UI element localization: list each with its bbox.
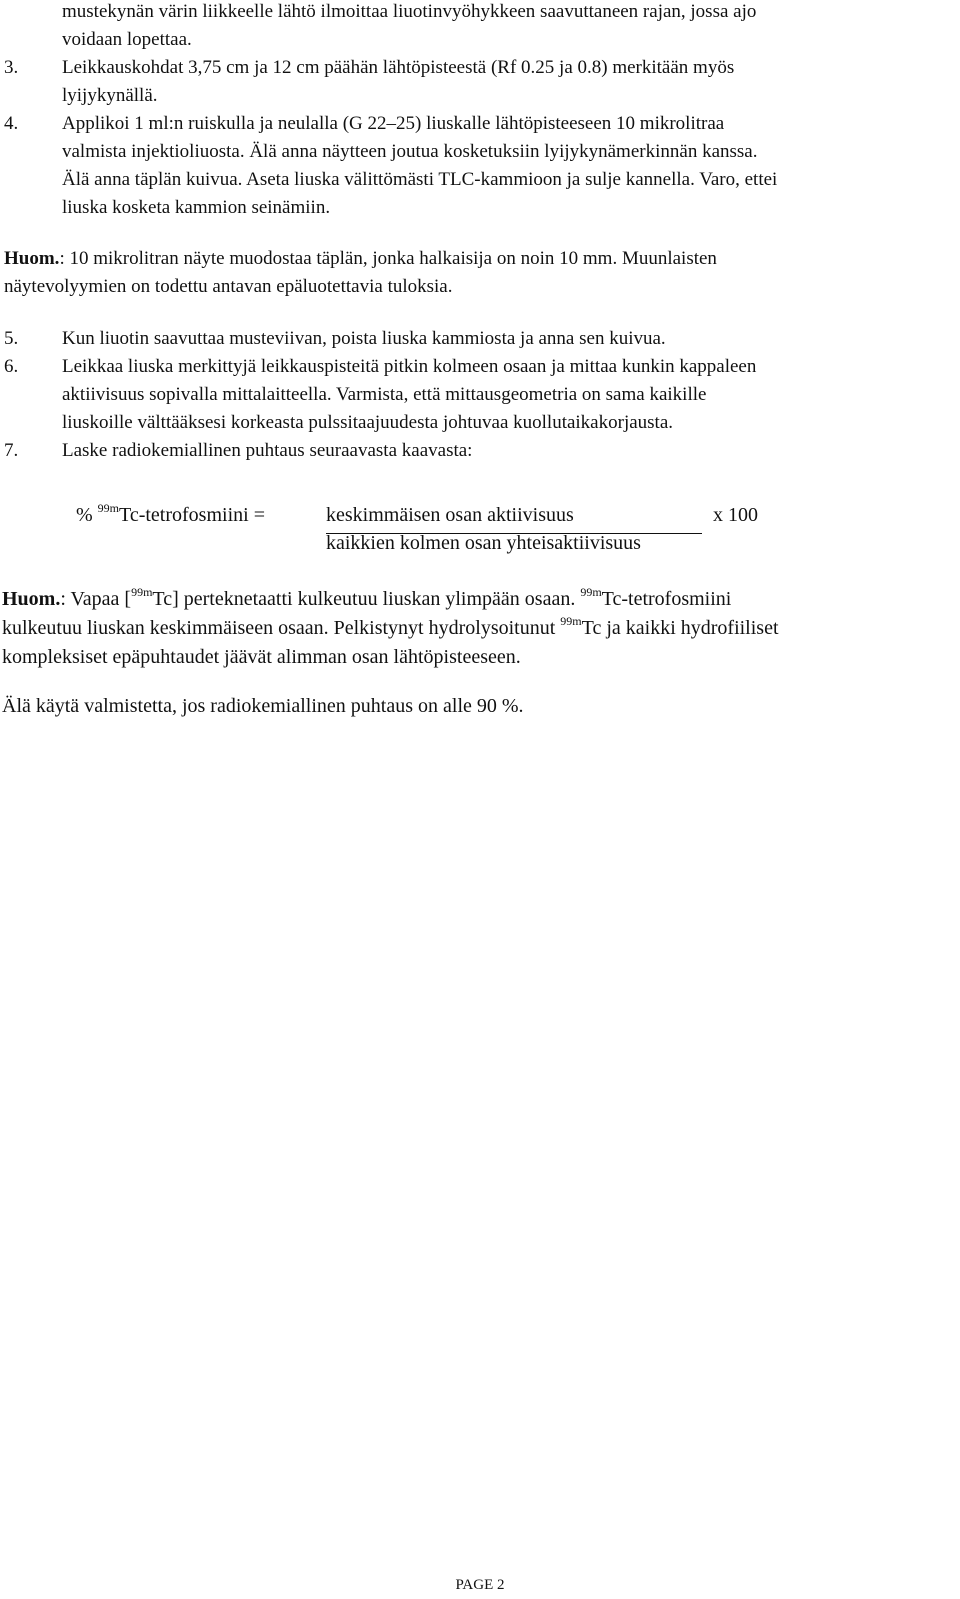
formula-lhs-text: Tc-tetrofosmiini = (119, 504, 265, 526)
note1-line-2: näytevolyymien on todettu antavan epäluotettavia tuloksia. (4, 276, 453, 297)
note2-line-1 (2, 586, 731, 614)
formula-numerator: keskimmäisen osan aktiivisuus (326, 504, 574, 526)
note1-label: Huom. (4, 248, 60, 269)
formula-percent: % (76, 504, 93, 526)
step3-number: 3. (4, 57, 19, 78)
step5-line-1: Kun liuotin saavuttaa musteviivan, poista liuska kammiosta ja anna sen kuivua. (62, 328, 666, 349)
step2-line-1: mustekynän värin liikkeelle lähtö ilmoittaa liuotinvyöhykkeen saavuttaneen rajan, jossa ajo (62, 1, 757, 22)
step6-line-1: Leikkaa liuska merkittyjä leikkauspisteitä pitkin kolmeen osaan ja mittaa kunkin kappaleen (62, 356, 757, 377)
note2-text-1b: Tc] perteknetaatti kulkeutuu liuskan ylimpään osaan. (152, 588, 576, 610)
formula-lhs (76, 502, 265, 530)
warning-text: Älä käytä valmistetta, jos radiokemiallinen puhtaus on alle 90 %. (2, 695, 524, 717)
step3-line-1: Leikkauskohdat 3,75 cm ja 12 cm päähän lähtöpisteestä (Rf 0.25 ja 0.8) merkitään myös (62, 57, 735, 78)
note1-line-1 (4, 247, 717, 271)
note2-text-2a: kulkeutuu liuskan keskimmäiseen osaan. Pelkistynyt hydrolysoitunut (2, 617, 556, 639)
step5-number: 5. (4, 328, 19, 349)
step6-line-2: aktiivisuus sopivalla mittalaitteella. Varmista, että mittausgeometria on sama kaikille (62, 384, 707, 405)
step6-number: 6. (4, 356, 19, 377)
note2-text-1a: : Vapaa [ (60, 588, 132, 610)
note1-text-1: : 10 mikrolitran näyte muodostaa täplän, jonka halkaisija on noin 10 mm. Muunlaisten (59, 248, 717, 269)
formula-multiplier: x 100 (713, 504, 758, 526)
page-number: PAGE 2 (455, 1577, 505, 1593)
note2-line-3: kompleksiset epäpuhtaudet jäävät alimman osan lähtöpisteeseen. (2, 646, 521, 668)
note2-sup-1: 99m (131, 585, 153, 599)
step3-line-2: lyijykynällä. (62, 85, 158, 106)
note2-label: Huom. (2, 588, 61, 610)
step4-line-4: liuska kosketa kammion seinämiin. (62, 197, 331, 218)
step4-number: 4. (4, 113, 19, 134)
step4-line-1: Applikoi 1 ml:n ruiskulla ja neulalla (G 22–25) liuskalle lähtöpisteeseen 10 mikrolitraa (62, 113, 725, 134)
step7-line-1: Laske radiokemiallinen puhtaus seuraavasta kaavasta: (62, 440, 473, 461)
formula-denominator: kaikkien kolmen osan yhteisaktiivisuus (326, 532, 641, 554)
note2-line-2 (2, 615, 779, 643)
note2-text-2b: Tc ja kaikki hydrofiiliset (581, 617, 779, 639)
note2-sup-2: 99m (580, 585, 602, 599)
step6-line-3: liuskoille välttääksesi korkeasta pulssitaajuudesta johtuvaa kuollutaikakorjausta. (62, 412, 674, 433)
step2-line-2: voidaan lopettaa. (62, 29, 192, 50)
formula-isotope-sup: 99m (97, 501, 120, 515)
step4-line-3: Älä anna täplän kuivua. Aseta liuska välittömästi TLC-kammioon ja sulje kannella. Varo, ettei (62, 169, 778, 190)
note2-sup-3: 99m (560, 614, 582, 628)
step4-line-2: valmista injektioliuosta. Älä anna näytteen joutua kosketuksiin lyijykynämerkinnän kanssa. (62, 141, 758, 162)
step7-number: 7. (4, 440, 19, 461)
note2-text-1c: Tc-tetrofosmiini (601, 588, 732, 610)
